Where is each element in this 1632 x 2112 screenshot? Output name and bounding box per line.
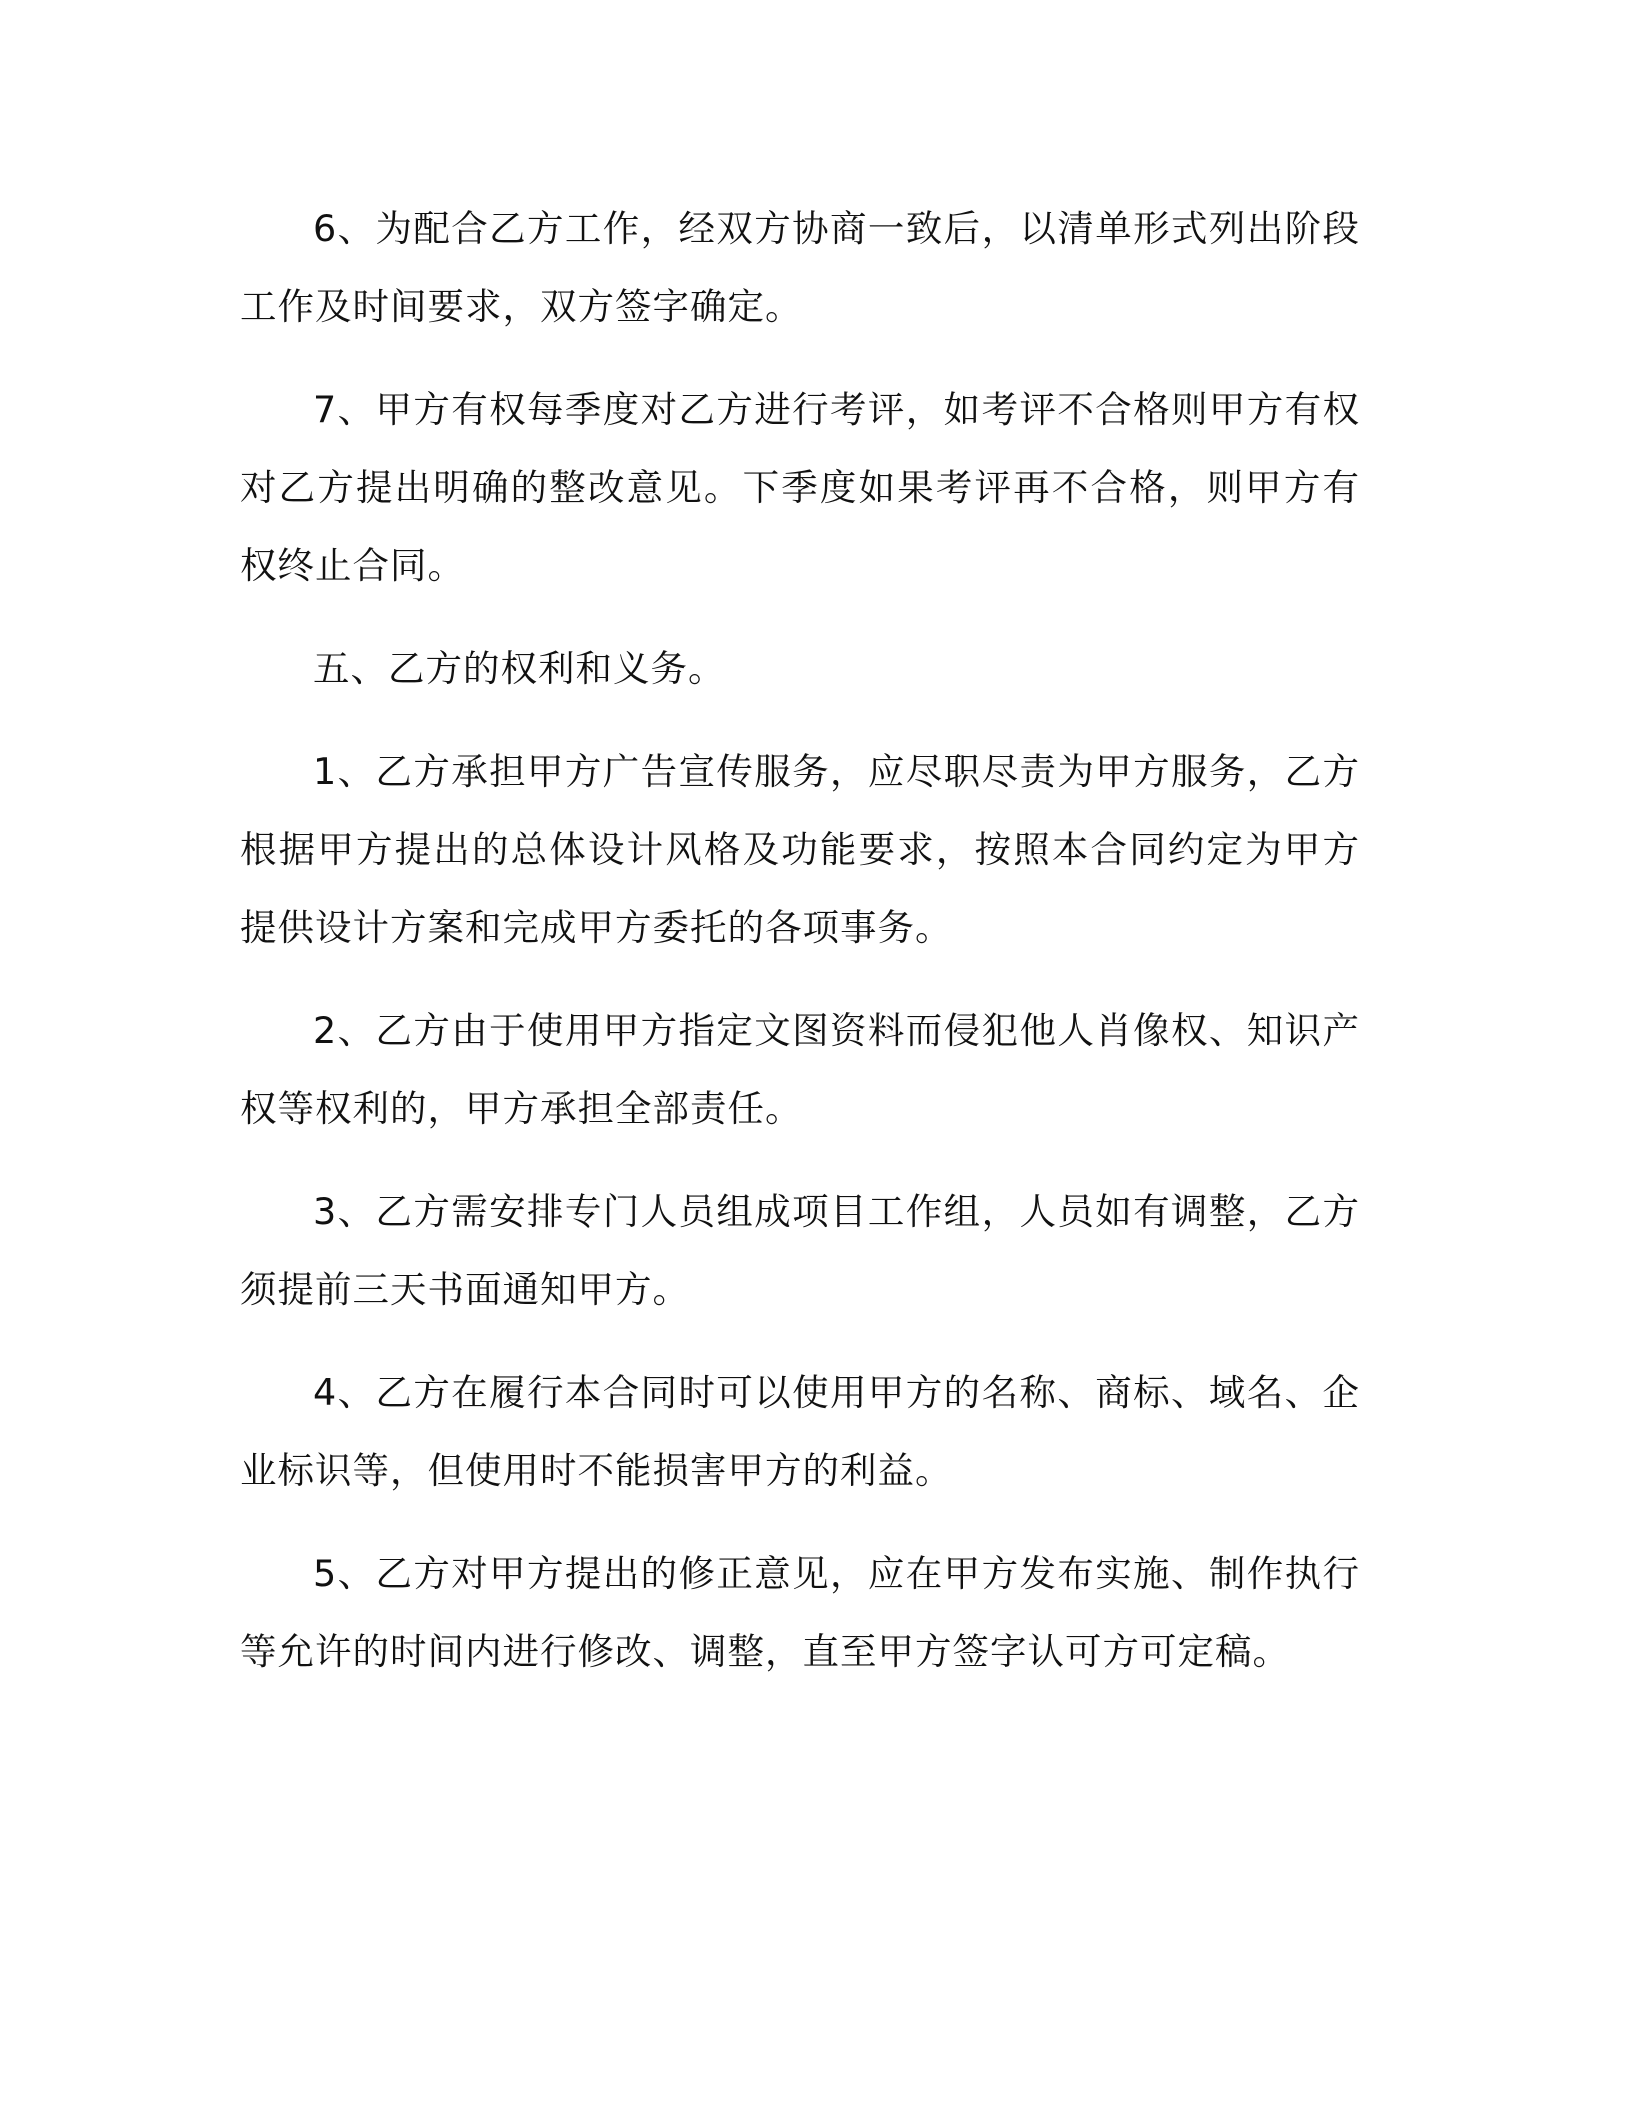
clause-b3: 3、乙方需安排专门人员组成项目工作组，人员如有调整，乙方须提前三天书面通知甲方。: [240, 1190, 1360, 1311]
clause-a7: 7、甲方有权每季度对乙方进行考评，如考评不合格则甲方有权对乙方提出明确的整改意见。下季度如果考评再不合格，则甲方有权终止合同。: [240, 388, 1360, 587]
clause-b1: 1、乙方承担甲方广告宣传服务，应尽职尽责为甲方服务，乙方根据甲方提出的总体设计风格及功能要求，按照本合同约定为甲方提供设计方案和完成甲方委托的各项事务。: [240, 750, 1360, 949]
document-body: [240, 190, 1360, 1716]
clause-b4: 4、乙方在履行本合同时可以使用甲方的名称、商标、域名、企业标识等，但使用时不能损害甲方的利益。: [240, 1371, 1360, 1492]
clause-b5: 5、乙方对甲方提出的修正意见，应在甲方发布实施、制作执行等允许的时间内进行修改、调整，直至甲方签字认可方可定稿。: [240, 1552, 1360, 1673]
clause-a6: 6、为配合乙方工作，经双方协商一致后，以清单形式列出阶段工作及时间要求，双方签字确定。: [240, 207, 1360, 328]
clause-b2: 2、乙方由于使用甲方指定文图资料而侵犯他人肖像权、知识产权等权利的，甲方承担全部责任。: [240, 1009, 1360, 1130]
section-heading-5: 五、乙方的权利和义务。: [313, 647, 726, 690]
